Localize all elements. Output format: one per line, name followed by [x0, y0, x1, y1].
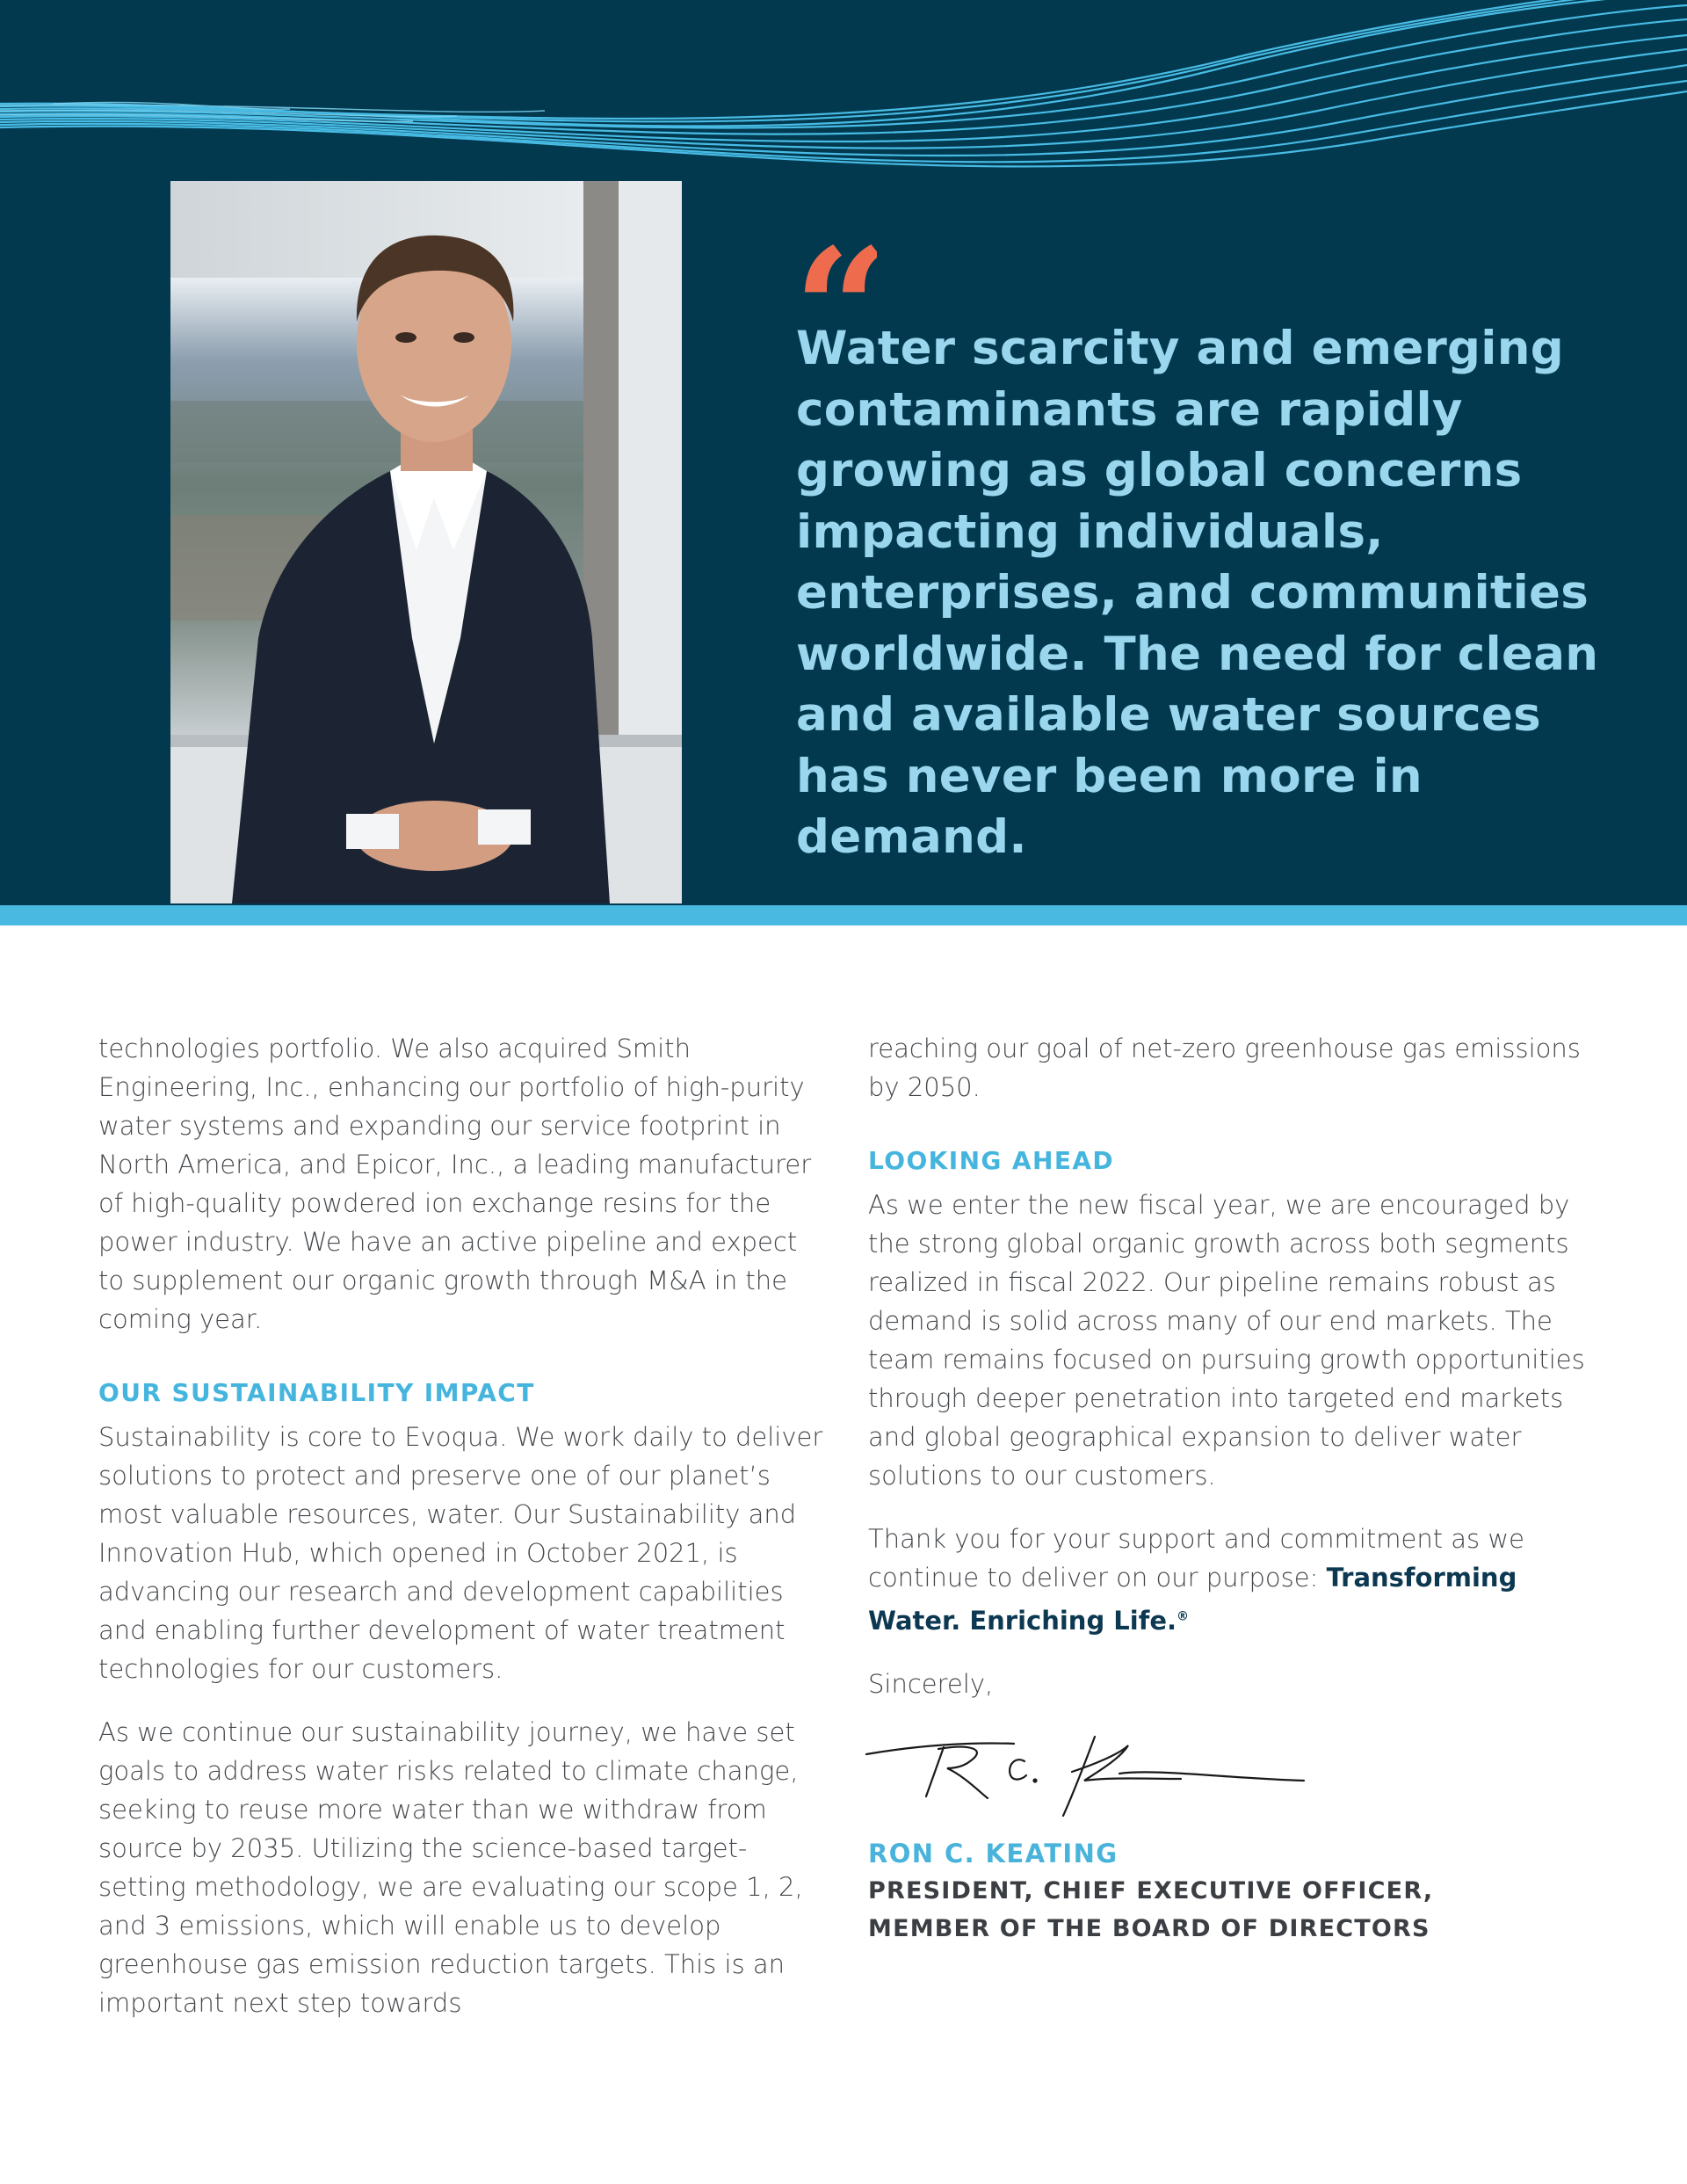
wave-lines-decoration: [0, 0, 1687, 185]
handwritten-signature: [865, 1730, 1615, 1826]
ceo-portrait-photo: [170, 181, 682, 903]
continued-paragraph: reaching our goal of net-zero greenhouse gas emissions by 2050.: [868, 1034, 1581, 1102]
sustainability-paragraph-1: Sustainability is core to Evoqua. We work daily to deliver solutions to protect and preserve one of our planet’s most valuable resources, water. Our Sustainability and Innovation Hub, which opened in October 2021, is advancing our research and development capabilities and enabling further development of water treatment technologies for our customers.: [98, 1422, 823, 1684]
accent-band: [0, 905, 1687, 925]
sustainability-paragraph-2: As we continue our sustainability journey, we have set goals to address water risks related to climate change, seeking to reuse more water than we withdraw from source by 2035. Utilizing the science-based target-setting methodology, we are evaluating our scope 1, 2, and 3 emissions, which will enable us to develop greenhouse gas emission reduction targets. This is an important next step towards: [98, 1717, 803, 2018]
quote-mark-icon: “: [793, 227, 878, 332]
signer-title-line-2: MEMBER OF THE BOARD OF DIRECTORS: [868, 1914, 1430, 1942]
hero-quote: Water scarcity and emerging contaminants are rapidly growing as global concerns impacting individuals, enterprises, and communities worldwide. The need for clean and available water sources has never been more in demand.: [796, 322, 1599, 864]
looking-ahead-paragraph: As we enter the new fiscal year, we are encouraged by the strong global organic growth across both segments realized in fiscal 2022. Our pipeline remains robust as demand is solid across many of our end markets. The team remains focused on pursuing growth opportunities through deeper penetration into targeted end markets and global geographical expansion to deliver water solutions to our customers.: [868, 1190, 1585, 1491]
purpose-text: Transforming Water. Enriching Life.: [868, 1563, 1517, 1636]
signer-name: RON C. KEATING: [868, 1838, 1119, 1868]
looking-ahead-heading: LOOKING AHEAD: [868, 1146, 1115, 1175]
thanks-paragraph: [868, 1520, 1615, 1640]
thanks-text: Thank you for your support and commitment as we continue to deliver on our purpose:: [868, 1524, 1524, 1593]
sustainability-heading: OUR SUSTAINABILITY IMPACT: [98, 1378, 535, 1407]
hero-banner: [0, 0, 1687, 905]
left-column: [98, 1029, 828, 2047]
signer-title-line-1: PRESIDENT, CHIEF EXECUTIVE OFFICER,: [868, 1876, 1434, 1905]
intro-paragraph: technologies portfolio. We also acquired Smith Engineering, Inc., enhancing our portfolio of high-purity water systems and expanding our service footprint in North America, and Epicor, Inc., a leading manufacturer of high-quality powdered ion exchange resins for the power industry. We have an active pipeline and expect to supplement our organic growth through M&A in the coming year.: [98, 1034, 812, 1334]
closing: Sincerely,: [868, 1668, 994, 1699]
right-column: [868, 1029, 1615, 1948]
registered-mark: ®: [1177, 1609, 1190, 1623]
